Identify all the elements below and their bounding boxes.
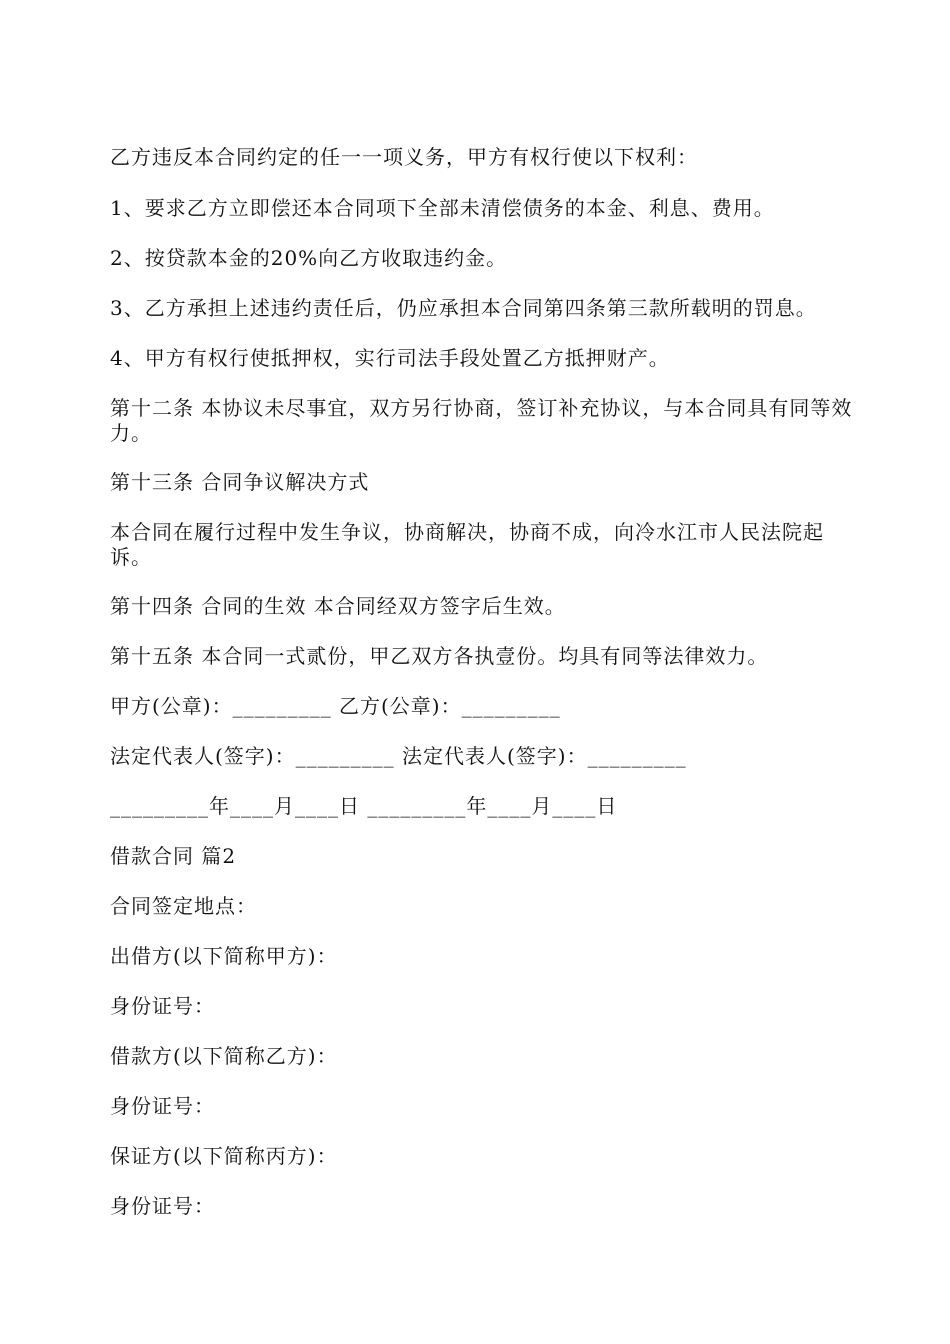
signature-line-dates: _________年____月____日 _________年____月____日 [110, 794, 618, 818]
paragraph-right-4: 4、甲方有权行使抵押权，实行司法手段处置乙方抵押财产。 [110, 346, 670, 370]
paragraph-article-12: 第十二条 本协议未尽事宜，双方另行协商，签订补充协议，与本合同具有同等效力。 [110, 396, 853, 445]
paragraph-article-13-heading: 第十三条 合同争议解决方式 [110, 470, 370, 494]
signature-line-legal-representatives: 法定代表人(签字)：_________ 法定代表人(签字)：_________ [110, 744, 687, 768]
paragraph-article-14: 第十四条 合同的生效 本合同经双方签字后生效。 [110, 594, 566, 618]
paragraph-dispute-resolution: 本合同在履行过程中发生争议，协商解决，协商不成，向冷水江市人民法院起诉。 [110, 520, 824, 569]
field-lender-id: 身份证号： [110, 994, 215, 1018]
paragraph-breach-rights-intro: 乙方违反本合同约定的任一一项义务，甲方有权行使以下权利： [110, 145, 698, 169]
paragraph-right-2: 2、按贷款本金的20%向乙方收取违约金。 [110, 246, 508, 270]
field-guarantor-id: 身份证号： [110, 1194, 215, 1218]
field-borrower: 借款方(以下简称乙方)： [110, 1044, 338, 1068]
field-borrower-id: 身份证号： [110, 1094, 215, 1118]
field-guarantor: 保证方(以下简称丙方)： [110, 1144, 338, 1168]
section-heading-loan-contract-2: 借款合同 篇2 [110, 844, 237, 868]
signature-line-seals: 甲方(公章)：_________ 乙方(公章)：_________ [110, 694, 561, 718]
field-signing-location: 合同签定地点： [110, 894, 257, 918]
field-lender: 出借方(以下简称甲方)： [110, 944, 338, 968]
paragraph-right-1: 1、要求乙方立即偿还本合同项下全部未清偿债务的本金、利息、费用。 [110, 196, 775, 220]
paragraph-right-3: 3、乙方承担上述违约责任后，仍应承担本合同第四条第三款所载明的罚息。 [110, 296, 817, 320]
paragraph-article-15: 第十五条 本合同一式贰份，甲乙双方各执壹份。均具有同等法律效力。 [110, 644, 769, 668]
